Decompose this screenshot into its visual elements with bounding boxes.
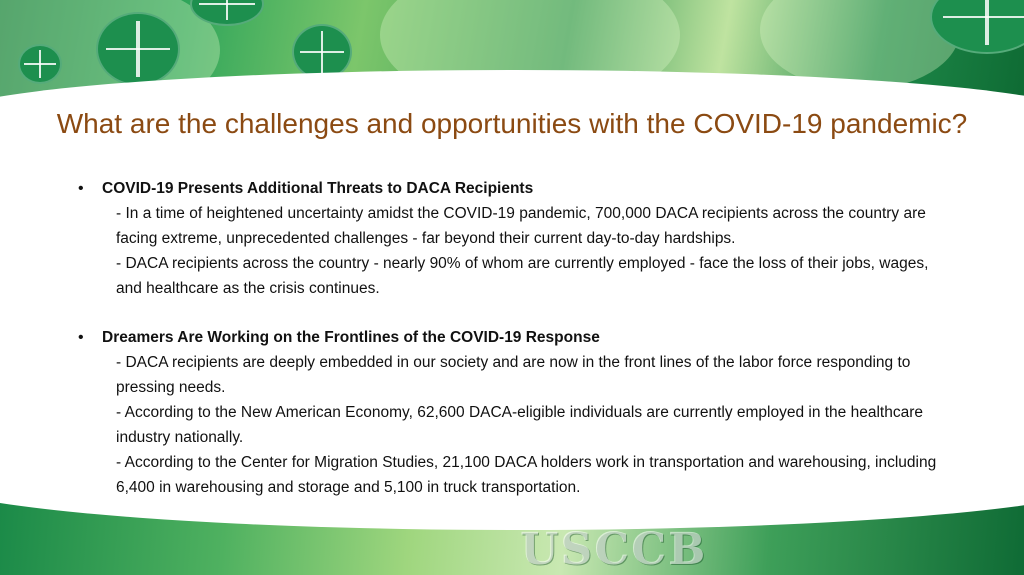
- top-banner: [0, 0, 1024, 120]
- bottom-wave: [0, 500, 1024, 530]
- slide-content: [78, 176, 958, 500]
- bullet-icon: •: [78, 329, 84, 346]
- bullet-section: [78, 325, 958, 350]
- section-line: - DACA recipients across the country - nearly 90% of whom are currently employed - face the loss of their jobs, wages, and healthcare as the crisis continues.: [116, 255, 929, 297]
- bottom-banner: [0, 500, 1024, 575]
- slide-title: What are the challenges and opportunities with the COVID-19 pandemic?: [56, 108, 968, 139]
- section-heading: COVID-19 Presents Additional Threats to DACA Recipients: [102, 180, 534, 197]
- bullet-section: [78, 176, 958, 201]
- cross-disc-icon: [18, 44, 62, 84]
- section-line: - According to the New American Economy, 62,600 DACA-eligible individuals are currently employed in the healthcare industry nationally.: [116, 404, 923, 446]
- bullet-icon: •: [78, 180, 84, 197]
- logo-text: USCCB: [520, 524, 708, 575]
- section-line: - DACA recipients are deeply embedded in our society and are now in the front lines of the labor force responding to pressing needs.: [116, 354, 911, 396]
- cross-disc-icon: [96, 12, 180, 86]
- section-heading: Dreamers Are Working on the Frontlines of the COVID-19 Response: [102, 329, 600, 346]
- section-line: - In a time of heightened uncertainty amidst the COVID-19 pandemic, 700,000 DACA recipients across the country are facing extreme, unprecedented challenges - far beyond their current day-to-day hardships.: [116, 205, 926, 247]
- section-line: - According to the Center for Migration Studies, 21,100 DACA holders work in transportation and warehousing, including 6,400 in warehousing and storage and 5,100 in truck transportation.: [116, 454, 937, 496]
- usccb-logo: [520, 524, 820, 575]
